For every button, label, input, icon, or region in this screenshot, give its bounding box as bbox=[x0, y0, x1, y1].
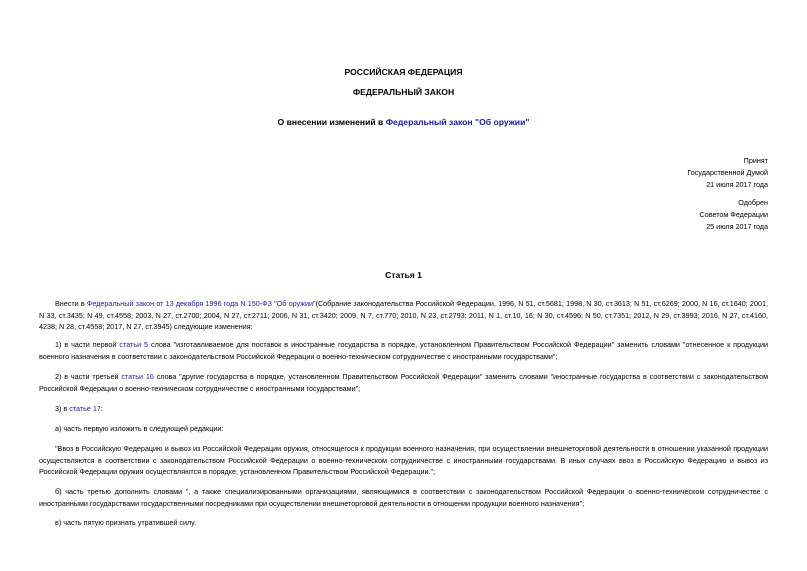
item-3v-paragraph bbox=[39, 517, 768, 529]
item-3-text-before: 3) в bbox=[55, 404, 70, 413]
item-3a-text: а) часть первую изложить в следующей редакции: bbox=[55, 424, 224, 433]
approved-date: 25 июля 2017 года bbox=[706, 222, 768, 231]
accepted-body: Государственной Думой bbox=[687, 168, 768, 177]
accepted-date: 21 июля 2017 года bbox=[706, 180, 768, 189]
item-3b-text: б) часть третью дополнить словами ", а также специализированными организациями, являющимися в соответствии с законодательством Российской Федерации о военно-техническом сотрудничестве с иностранными государствами государственными посредниками при осуществлении внешнеторговой деятельности в отношении продукции военного назначения"; bbox=[39, 487, 768, 508]
item-3-paragraph bbox=[39, 403, 768, 415]
duma-adoption-block bbox=[568, 155, 768, 191]
item-3v-text: в) часть пятую признать утратившей силу. bbox=[55, 518, 197, 527]
item-3b-paragraph bbox=[39, 486, 768, 509]
law-title bbox=[0, 117, 807, 128]
article-17-link[interactable]: статье 17 bbox=[69, 404, 101, 413]
law-type-heading: ФЕДЕРАЛЬНЫЙ ЗАКОН bbox=[352, 87, 455, 97]
accepted-label: Принят bbox=[743, 156, 768, 165]
article-heading: Статья 1 bbox=[385, 270, 422, 280]
item-3a-quote-paragraph bbox=[39, 443, 768, 478]
article-16-link[interactable]: статьи 16 bbox=[121, 372, 154, 381]
intro-text-before: Внести в bbox=[55, 299, 87, 308]
article-intro-paragraph bbox=[39, 298, 768, 333]
item-2-paragraph bbox=[39, 371, 768, 394]
item-1-paragraph bbox=[39, 339, 768, 362]
item-2-text-after: слова "другие государства в порядке, установленном Правительством Российской Федерации" заменить словами "иностранные государства в соответствии с законодательством Российской Федерации о военно-техническом сотрудничестве с иностранными государствами"; bbox=[39, 372, 769, 393]
country-heading: РОССИЙСКАЯ ФЕДЕРАЦИЯ bbox=[344, 67, 463, 77]
law-title-link[interactable]: Федеральный закон "Об оружии" bbox=[385, 117, 530, 127]
item-1-text-before: 1) в части первой bbox=[55, 340, 120, 349]
approved-body: Советом Федерации bbox=[699, 210, 768, 219]
approved-label: Одобрен bbox=[738, 198, 768, 207]
article-5-link[interactable]: статьи 5 bbox=[119, 340, 149, 349]
federation-council-approval-block bbox=[568, 197, 768, 233]
item-3-text-after: : bbox=[100, 404, 103, 413]
item-2-text-before: 2) в части третьей bbox=[55, 372, 122, 381]
item-3a-quote-text: "Ввоз в Российскую Федерацию и вывоз из Российской Федерации оружия, относящегося к продукции военного назначения, при осуществлении внешнеторговой деятельности в отношении указанной продукции осуществляются в соответствии с законодательством Российской Федерации о военно-техническом сотрудничестве с иностранными государствами. В иных случаях ввоз в Российскую Федерацию и вывоз из Российской Федерации оружия осуществляются в порядке, установленном Правительством Российской Федерации."; bbox=[39, 444, 768, 476]
item-1-text-after: слова "изготавливаемое для поставок в иностранные государства в порядке, установленном Правительством Российской Федерации" заменить словами "отнесенное к продукции военного назначения в соответствии с законодательством Российской Федерации о военно-техническом сотрудничестве с иностранными государствами"; bbox=[39, 340, 768, 361]
intro-law-link[interactable]: Федеральный закон от 13 декабря 1996 года N 150-ФЗ "Об оружии" bbox=[86, 299, 316, 308]
item-3a-paragraph bbox=[39, 423, 768, 435]
law-title-prefix: О внесении изменений в bbox=[277, 117, 386, 127]
intro-text-after: (Собрание законодательства Российской Федерации, 1996, N 51, ст.5681; 1998, N 30, ст.3613; N 51, ст.6269; 2000, N 16, ст.1640; 2001, N 33, ст.3435; N 49, ст.4558; 2003, N 27, ст.2700; 2004, N 27, ст.2711; 2006, N 31, ст.3420; 2009, N 7, ст.770; 2010, N 23, ст.2793; 2011, N 1, ст.10, 16; N 30, ст.4596; N 50, ст.7351; 2012, N 29, ст.3993; 2016, N 27, ст.4160, 4238; N 28, ст.4558; 2017, N 27, ст.3945) следующие изменения: bbox=[39, 299, 768, 331]
